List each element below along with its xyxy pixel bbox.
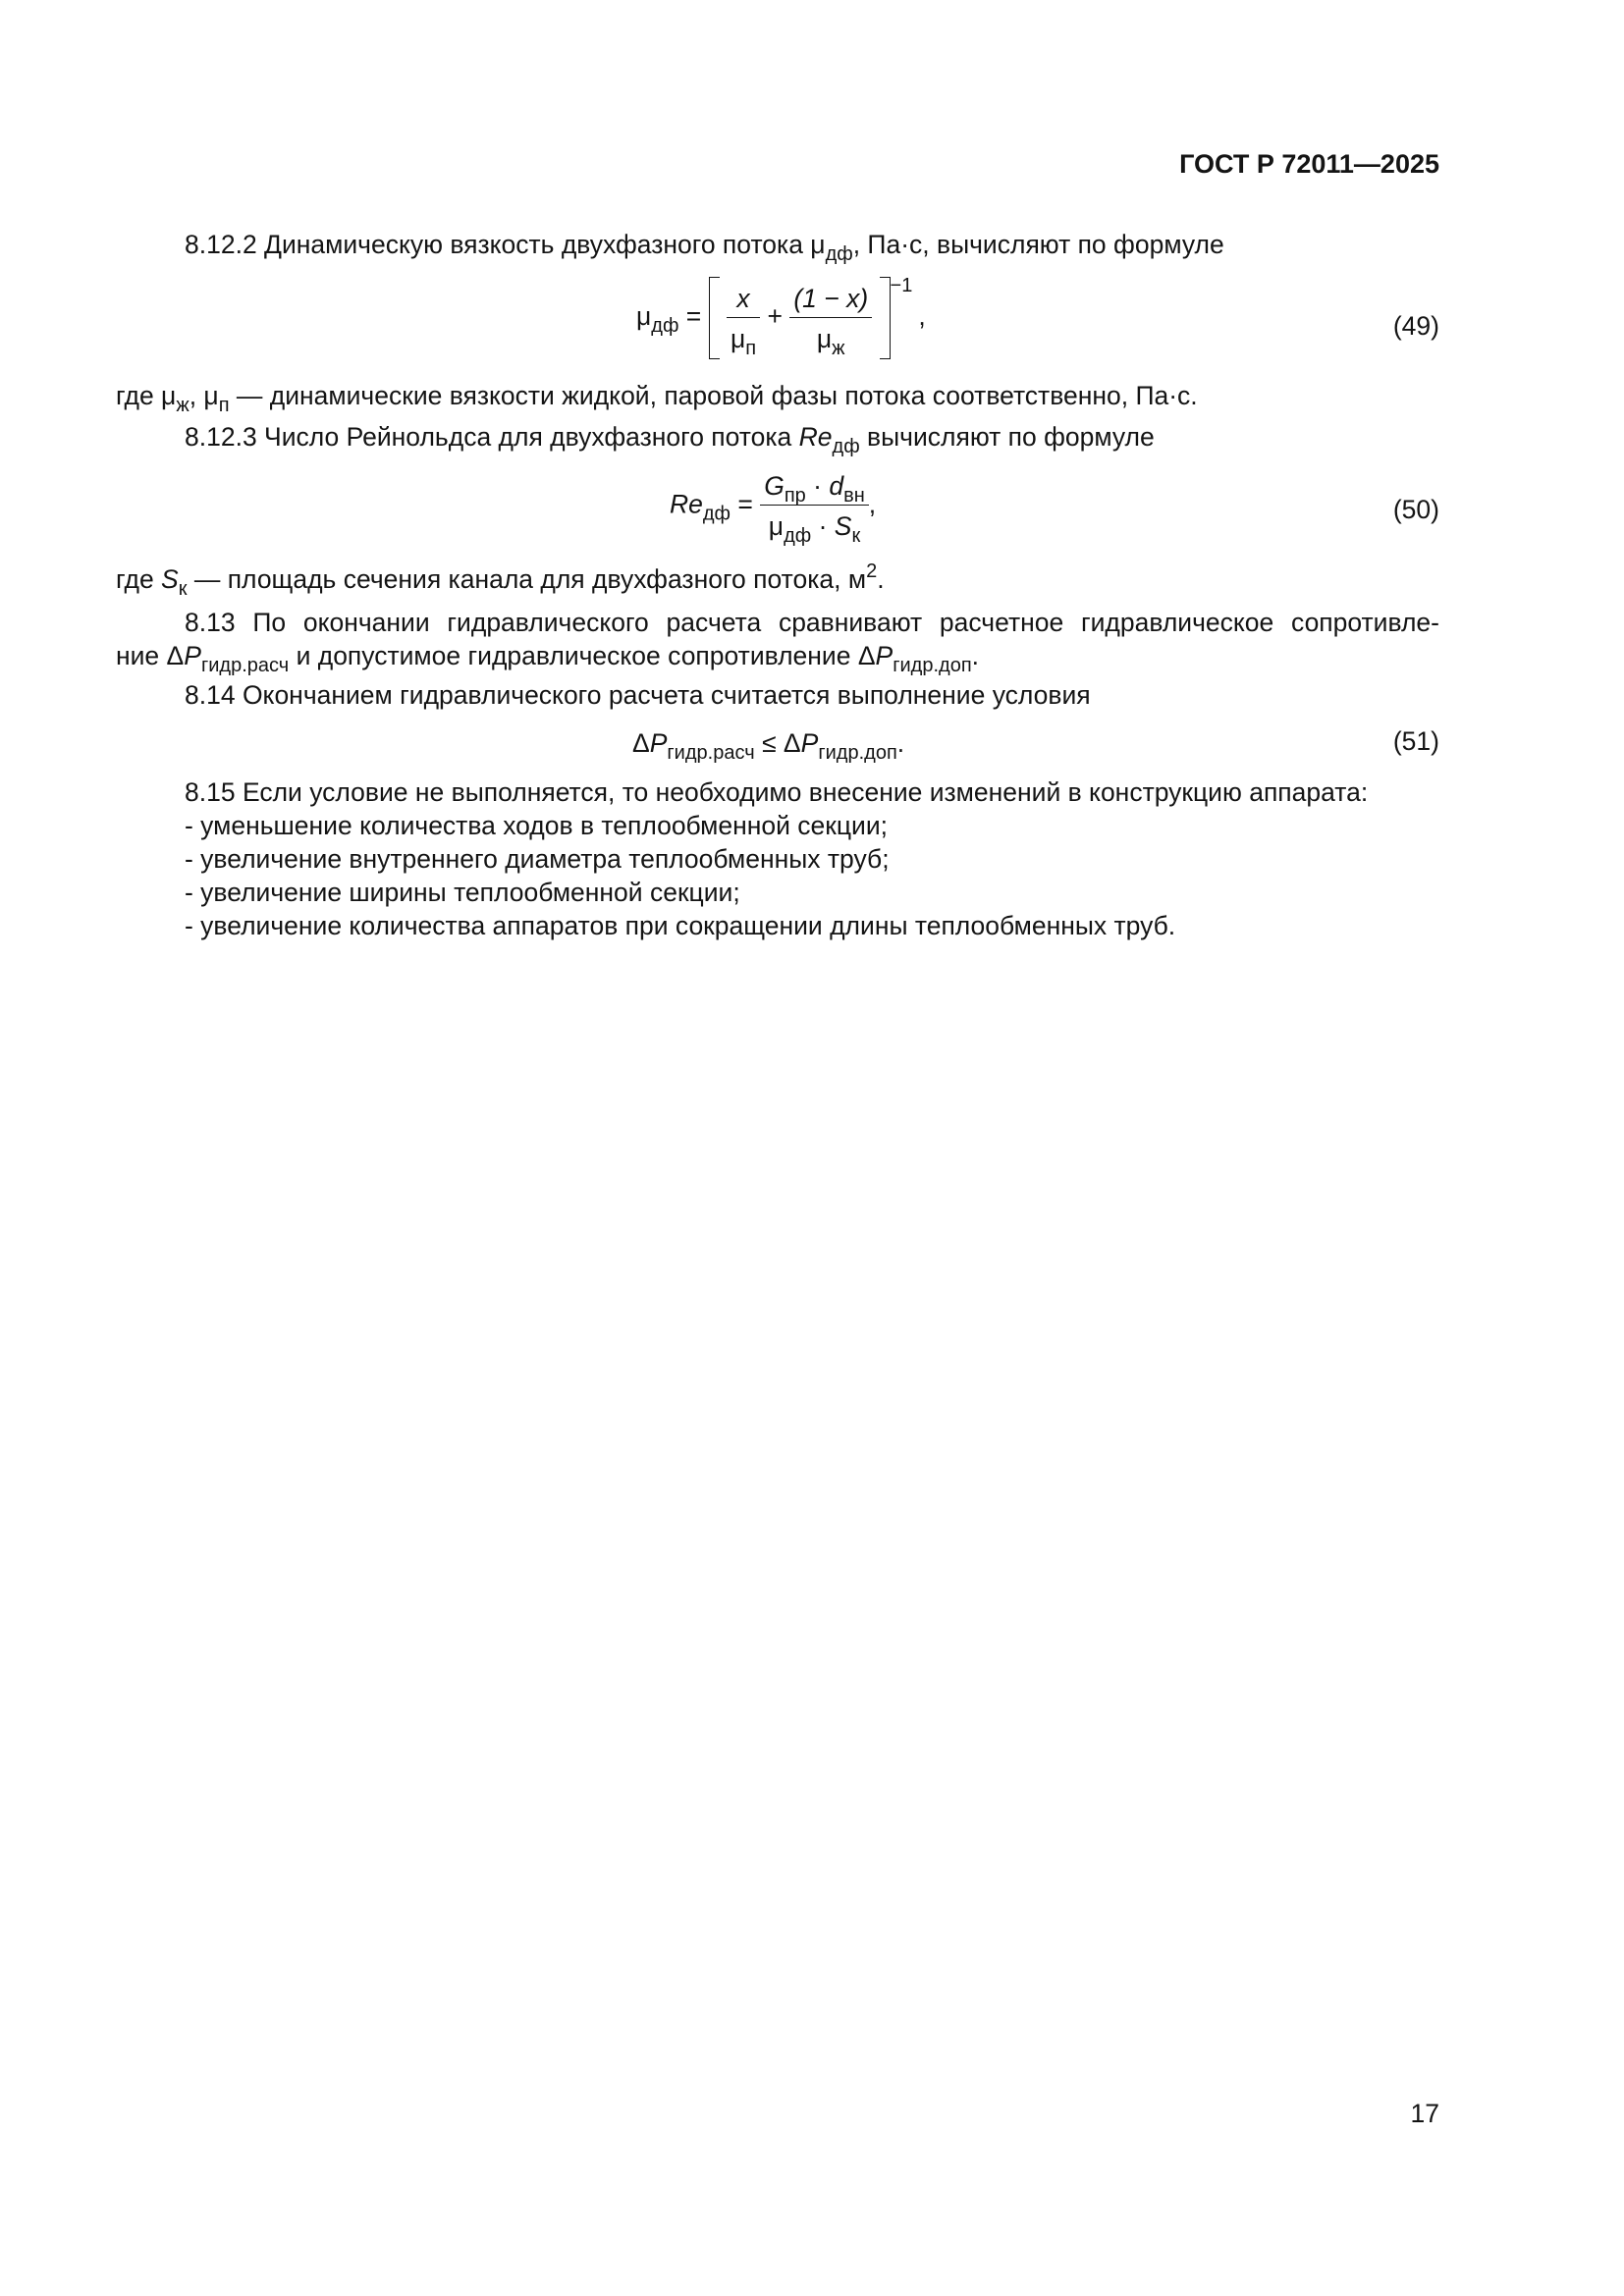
- where-text: где μ: [116, 381, 177, 410]
- paragraph-8-15: 8.15 Если условие не выполняется, то необходимо внесение изменений в конструкцию аппарата:: [185, 777, 1369, 807]
- equation-51: [632, 726, 905, 764]
- p-symbol: P: [184, 641, 201, 670]
- equation-50: [670, 469, 877, 547]
- paragraph-tail: вычисляют по формуле: [859, 422, 1155, 452]
- fraction-2-numerator: (1 − x): [793, 283, 869, 313]
- subscript: п: [745, 337, 757, 359]
- exponent: −1: [890, 275, 913, 296]
- where-tail: — площадь сечения канала для двухфазного потока, м: [187, 564, 867, 594]
- p-symbol: P: [800, 728, 819, 758]
- list-item: - уменьшение количества ходов в теплообменной секции;: [185, 811, 889, 840]
- dot: ·: [811, 511, 835, 541]
- paragraph-8-12-2: [185, 228, 1224, 265]
- text: ние Δ: [116, 641, 185, 670]
- paragraph-tail: , Па·с, вычисляют по формуле: [852, 230, 1224, 259]
- s-symbol: S: [834, 511, 852, 541]
- subscript: дф: [825, 243, 853, 265]
- paragraph-8-14: 8.14 Окончанием гидравлического расчета считается выполнение условия: [185, 680, 1091, 710]
- s-symbol: S: [161, 564, 179, 594]
- equation-49: [636, 277, 926, 359]
- subscript: гидр.доп: [893, 655, 972, 676]
- fraction-numerator: [760, 469, 869, 505]
- subscript: дф: [784, 525, 812, 547]
- where-tail: — динамические вязкости жидкой, паровой фазы потока соответственно, Па·с.: [229, 381, 1198, 410]
- paragraph-text: 8.12.3 Число Рейнольдса для двухфазного потока: [185, 422, 799, 452]
- paragraph-8-12-3: [185, 420, 1155, 457]
- subscript: пр: [784, 485, 806, 507]
- period: .: [877, 564, 885, 594]
- eq-comma: ,: [918, 301, 926, 331]
- less-equal: ≤ Δ: [754, 728, 801, 758]
- g-symbol: G: [764, 471, 785, 501]
- subscript: гидр.доп: [818, 742, 897, 764]
- delta-symbol: Δ: [632, 728, 650, 758]
- document-code: ГОСТ Р 72011—2025: [1179, 149, 1439, 179]
- subscript: гидр.расч: [667, 742, 755, 764]
- period: .: [971, 641, 980, 670]
- list-item: - увеличение ширины теплообменной секции;: [185, 878, 740, 907]
- paragraph-8-13-line-1: 8.13 По окончании гидравлического расчета сравнивают расчетное гидравлическое сопротивле-: [185, 608, 1439, 637]
- where-clause-49: [116, 379, 1198, 416]
- page-number: 17: [1410, 2099, 1439, 2128]
- fraction-1-numerator: x: [736, 283, 750, 313]
- eq-comma: ,: [868, 489, 877, 519]
- where-text: , μ: [189, 381, 219, 410]
- eq-lhs: Re: [670, 489, 703, 519]
- mu-symbol: μ: [816, 323, 833, 353]
- right-bracket: [880, 277, 891, 359]
- subscript: ж: [832, 337, 845, 359]
- text: и допустимое гидравлическое сопротивление Δ: [289, 641, 876, 670]
- eq-lhs: μ: [636, 301, 652, 331]
- p-symbol: P: [875, 641, 893, 670]
- equation-number-51: (51): [1392, 726, 1439, 756]
- paragraph-8-13-line-2: [116, 639, 980, 676]
- fraction-1-denominator: [727, 317, 760, 359]
- left-bracket: [709, 277, 720, 359]
- d-symbol: d: [829, 471, 844, 501]
- subscript: дф: [832, 436, 860, 457]
- mu-symbol: μ: [730, 323, 746, 353]
- fraction-denominator: [760, 505, 869, 547]
- where-text: где: [116, 564, 162, 594]
- subscript: к: [178, 578, 188, 600]
- subscript: гидр.расч: [200, 655, 290, 676]
- period: .: [896, 728, 905, 758]
- subscript: к: [851, 525, 861, 547]
- plus-sign: +: [760, 301, 790, 331]
- equation-number-50: (50): [1392, 495, 1439, 524]
- fraction-1: [727, 282, 760, 359]
- subscript: ж: [176, 395, 189, 416]
- eq-lhs-sub: дф: [702, 503, 731, 525]
- list-item: - увеличение количества аппаратов при сокращении длины теплообменных труб.: [185, 911, 1176, 940]
- subscript: п: [218, 395, 230, 416]
- fraction-2: [789, 282, 872, 359]
- paragraph-text: 8.12.2 Динамическую вязкость двухфазного потока μ: [185, 230, 826, 259]
- eq-sign: =: [678, 301, 709, 331]
- fraction-2-denominator: [789, 317, 872, 359]
- dot: ·: [805, 471, 830, 501]
- p-symbol: P: [649, 728, 668, 758]
- where-clause-50: [116, 561, 885, 600]
- reynolds-symbol: Re: [798, 422, 833, 452]
- equation-number-49: (49): [1392, 311, 1439, 341]
- fraction-reynolds: [760, 469, 869, 547]
- subscript: вн: [843, 485, 865, 507]
- eq-sign: =: [731, 489, 761, 519]
- mu-symbol: μ: [768, 511, 785, 541]
- eq-lhs-sub: дф: [651, 315, 679, 337]
- list-item: - увеличение внутреннего диаметра теплообменных труб;: [185, 844, 890, 874]
- superscript: 2: [866, 561, 878, 582]
